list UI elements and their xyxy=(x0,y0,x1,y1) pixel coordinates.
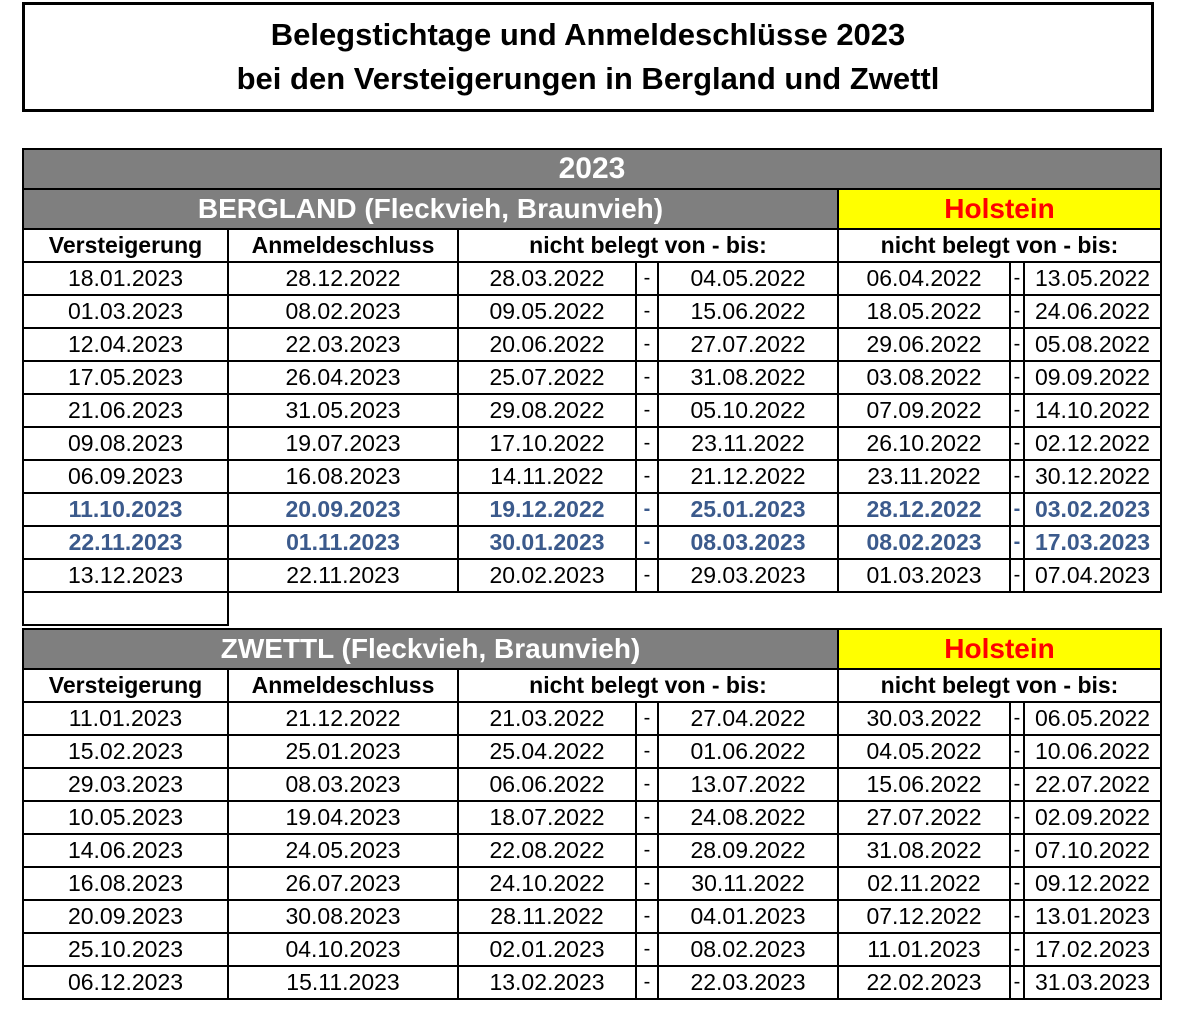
versteigerung-date: 10.05.2023 xyxy=(23,801,228,834)
fleckvieh-to-date: 30.11.2022 xyxy=(658,867,838,900)
table-row xyxy=(23,966,1161,999)
versteigerung-date: 14.06.2023 xyxy=(23,834,228,867)
holstein-from-date: 28.12.2022 xyxy=(838,493,1010,526)
anmeldeschluss-date: 04.10.2023 xyxy=(228,933,458,966)
table-row xyxy=(23,526,1161,559)
document-title-box xyxy=(22,2,1154,112)
holstein-to-date: 13.01.2023 xyxy=(1024,900,1161,933)
fleckvieh-to-date: 05.10.2022 xyxy=(658,394,838,427)
holstein-from-date: 03.08.2022 xyxy=(838,361,1010,394)
range-dash: - xyxy=(636,460,658,493)
table-row xyxy=(23,328,1161,361)
range-dash: - xyxy=(1010,900,1024,933)
versteigerung-date: 17.05.2023 xyxy=(23,361,228,394)
anmeldeschluss-date: 31.05.2023 xyxy=(228,394,458,427)
table-row xyxy=(23,702,1161,735)
holstein-to-date: 24.06.2022 xyxy=(1024,295,1161,328)
range-dash: - xyxy=(636,735,658,768)
fleckvieh-from-date: 18.07.2022 xyxy=(458,801,636,834)
range-dash: - xyxy=(1010,867,1024,900)
holstein-from-date: 26.10.2022 xyxy=(838,427,1010,460)
fleckvieh-from-date: 21.03.2022 xyxy=(458,702,636,735)
fleckvieh-to-date: 27.07.2022 xyxy=(658,328,838,361)
holstein-from-date: 01.03.2023 xyxy=(838,559,1010,592)
fleckvieh-to-date: 13.07.2022 xyxy=(658,768,838,801)
holstein-from-date: 31.08.2022 xyxy=(838,834,1010,867)
range-dash: - xyxy=(1010,394,1024,427)
range-dash: - xyxy=(1010,295,1024,328)
col-header-versteigerung: Versteigerung xyxy=(23,229,228,262)
fleckvieh-to-date: 01.06.2022 xyxy=(658,735,838,768)
holstein-from-date: 08.02.2023 xyxy=(838,526,1010,559)
range-dash: - xyxy=(636,328,658,361)
fleckvieh-to-date: 15.06.2022 xyxy=(658,295,838,328)
holstein-to-date: 30.12.2022 xyxy=(1024,460,1161,493)
fleckvieh-to-date: 23.11.2022 xyxy=(658,427,838,460)
range-dash: - xyxy=(1010,735,1024,768)
fleckvieh-from-date: 20.06.2022 xyxy=(458,328,636,361)
holstein-to-date: 09.12.2022 xyxy=(1024,867,1161,900)
range-dash: - xyxy=(636,768,658,801)
versteigerung-date: 20.09.2023 xyxy=(23,900,228,933)
bergland-column-header-row xyxy=(23,229,1161,262)
fleckvieh-to-date: 21.12.2022 xyxy=(658,460,838,493)
col-header-anmeldeschluss: Anmeldeschluss xyxy=(228,229,458,262)
versteigerung-date: 15.02.2023 xyxy=(23,735,228,768)
holstein-to-date: 06.05.2022 xyxy=(1024,702,1161,735)
table-row xyxy=(23,933,1161,966)
bergland-section-title: BERGLAND (Fleckvieh, Braunvieh) xyxy=(23,189,838,229)
versteigerung-date: 21.06.2023 xyxy=(23,394,228,427)
zwettl-holstein-label: Holstein xyxy=(838,629,1161,669)
bergland-section-row xyxy=(23,189,1161,229)
table-row xyxy=(23,735,1161,768)
range-dash: - xyxy=(636,526,658,559)
fleckvieh-from-date: 25.04.2022 xyxy=(458,735,636,768)
spacer-cell xyxy=(228,592,1161,625)
holstein-to-date: 17.02.2023 xyxy=(1024,933,1161,966)
anmeldeschluss-date: 30.08.2023 xyxy=(228,900,458,933)
fleckvieh-from-date: 17.10.2022 xyxy=(458,427,636,460)
range-dash: - xyxy=(636,801,658,834)
versteigerung-date: 25.10.2023 xyxy=(23,933,228,966)
table-row xyxy=(23,867,1161,900)
versteigerung-date: 09.08.2023 xyxy=(23,427,228,460)
spacer-row xyxy=(23,592,1161,625)
holstein-to-date: 05.08.2022 xyxy=(1024,328,1161,361)
versteigerung-date: 16.08.2023 xyxy=(23,867,228,900)
range-dash: - xyxy=(636,262,658,295)
holstein-to-date: 22.07.2022 xyxy=(1024,768,1161,801)
holstein-from-date: 29.06.2022 xyxy=(838,328,1010,361)
fleckvieh-from-date: 28.11.2022 xyxy=(458,900,636,933)
fleckvieh-to-date: 04.01.2023 xyxy=(658,900,838,933)
range-dash: - xyxy=(636,867,658,900)
holstein-to-date: 02.12.2022 xyxy=(1024,427,1161,460)
bergland-holstein-label: Holstein xyxy=(838,189,1161,229)
range-dash: - xyxy=(636,427,658,460)
holstein-to-date: 02.09.2022 xyxy=(1024,801,1161,834)
document-title-line2: bei den Versteigerungen in Bergland und Zwettl xyxy=(236,61,940,96)
range-dash: - xyxy=(1010,559,1024,592)
anmeldeschluss-date: 08.03.2023 xyxy=(228,768,458,801)
fleckvieh-from-date: 13.02.2023 xyxy=(458,966,636,999)
fleckvieh-to-date: 22.03.2023 xyxy=(658,966,838,999)
range-dash: - xyxy=(1010,768,1024,801)
range-dash: - xyxy=(1010,834,1024,867)
versteigerung-date: 22.11.2023 xyxy=(23,526,228,559)
holstein-to-date: 07.10.2022 xyxy=(1024,834,1161,867)
table-row xyxy=(23,493,1161,526)
anmeldeschluss-date: 19.04.2023 xyxy=(228,801,458,834)
spacer-cell xyxy=(23,592,228,625)
fleckvieh-to-date: 25.01.2023 xyxy=(658,493,838,526)
fleckvieh-from-date: 28.03.2022 xyxy=(458,262,636,295)
holstein-from-date: 27.07.2022 xyxy=(838,801,1010,834)
holstein-to-date: 17.03.2023 xyxy=(1024,526,1161,559)
holstein-from-date: 18.05.2022 xyxy=(838,295,1010,328)
zwettl-table xyxy=(22,628,1162,1000)
table-row xyxy=(23,262,1161,295)
fleckvieh-from-date: 25.07.2022 xyxy=(458,361,636,394)
holstein-from-date: 22.02.2023 xyxy=(838,966,1010,999)
anmeldeschluss-date: 19.07.2023 xyxy=(228,427,458,460)
anmeldeschluss-date: 01.11.2023 xyxy=(228,526,458,559)
fleckvieh-from-date: 02.01.2023 xyxy=(458,933,636,966)
versteigerung-date: 11.01.2023 xyxy=(23,702,228,735)
anmeldeschluss-date: 16.08.2023 xyxy=(228,460,458,493)
fleckvieh-from-date: 06.06.2022 xyxy=(458,768,636,801)
col-header-anmeldeschluss: Anmeldeschluss xyxy=(228,669,458,702)
versteigerung-date: 12.04.2023 xyxy=(23,328,228,361)
holstein-to-date: 03.02.2023 xyxy=(1024,493,1161,526)
range-dash: - xyxy=(1010,493,1024,526)
fleckvieh-from-date: 19.12.2022 xyxy=(458,493,636,526)
table-row xyxy=(23,559,1161,592)
anmeldeschluss-date: 15.11.2023 xyxy=(228,966,458,999)
holstein-from-date: 04.05.2022 xyxy=(838,735,1010,768)
table-row xyxy=(23,361,1161,394)
range-dash: - xyxy=(636,559,658,592)
range-dash: - xyxy=(1010,262,1024,295)
holstein-to-date: 07.04.2023 xyxy=(1024,559,1161,592)
fleckvieh-to-date: 27.04.2022 xyxy=(658,702,838,735)
holstein-from-date: 15.06.2022 xyxy=(838,768,1010,801)
fleckvieh-from-date: 30.01.2023 xyxy=(458,526,636,559)
fleckvieh-from-date: 14.11.2022 xyxy=(458,460,636,493)
range-dash: - xyxy=(636,295,658,328)
range-dash: - xyxy=(1010,933,1024,966)
table-row xyxy=(23,900,1161,933)
zwettl-section-row xyxy=(23,629,1161,669)
fleckvieh-to-date: 24.08.2022 xyxy=(658,801,838,834)
table-row xyxy=(23,460,1161,493)
holstein-from-date: 07.09.2022 xyxy=(838,394,1010,427)
anmeldeschluss-date: 08.02.2023 xyxy=(228,295,458,328)
anmeldeschluss-date: 26.04.2023 xyxy=(228,361,458,394)
table-row xyxy=(23,801,1161,834)
range-dash: - xyxy=(1010,702,1024,735)
range-dash: - xyxy=(1010,460,1024,493)
versteigerung-date: 01.03.2023 xyxy=(23,295,228,328)
range-dash: - xyxy=(636,394,658,427)
range-dash: - xyxy=(636,702,658,735)
fleckvieh-from-date: 29.08.2022 xyxy=(458,394,636,427)
holstein-from-date: 11.01.2023 xyxy=(838,933,1010,966)
versteigerung-date: 29.03.2023 xyxy=(23,768,228,801)
table-row xyxy=(23,427,1161,460)
holstein-to-date: 31.03.2023 xyxy=(1024,966,1161,999)
versteigerung-date: 13.12.2023 xyxy=(23,559,228,592)
fleckvieh-to-date: 08.03.2023 xyxy=(658,526,838,559)
anmeldeschluss-date: 22.03.2023 xyxy=(228,328,458,361)
anmeldeschluss-date: 21.12.2022 xyxy=(228,702,458,735)
fleckvieh-to-date: 28.09.2022 xyxy=(658,834,838,867)
holstein-from-date: 23.11.2022 xyxy=(838,460,1010,493)
range-dash: - xyxy=(1010,427,1024,460)
versteigerung-date: 06.12.2023 xyxy=(23,966,228,999)
anmeldeschluss-date: 24.05.2023 xyxy=(228,834,458,867)
versteigerung-date: 06.09.2023 xyxy=(23,460,228,493)
versteigerung-date: 18.01.2023 xyxy=(23,262,228,295)
table-row xyxy=(23,295,1161,328)
col-header-versteigerung: Versteigerung xyxy=(23,669,228,702)
holstein-to-date: 14.10.2022 xyxy=(1024,394,1161,427)
zwettl-column-header-row xyxy=(23,669,1161,702)
holstein-from-date: 06.04.2022 xyxy=(838,262,1010,295)
range-dash: - xyxy=(636,361,658,394)
document-title-line1: Belegstichtage und Anmeldeschlüsse 2023 xyxy=(270,17,906,52)
col-header-nicht-belegt: nicht belegt von - bis: xyxy=(458,229,838,262)
versteigerung-date: 11.10.2023 xyxy=(23,493,228,526)
holstein-from-date: 07.12.2022 xyxy=(838,900,1010,933)
holstein-to-date: 13.05.2022 xyxy=(1024,262,1161,295)
range-dash: - xyxy=(636,493,658,526)
holstein-to-date: 09.09.2022 xyxy=(1024,361,1161,394)
holstein-from-date: 02.11.2022 xyxy=(838,867,1010,900)
anmeldeschluss-date: 28.12.2022 xyxy=(228,262,458,295)
range-dash: - xyxy=(636,966,658,999)
anmeldeschluss-date: 20.09.2023 xyxy=(228,493,458,526)
range-dash: - xyxy=(636,900,658,933)
holstein-to-date: 10.06.2022 xyxy=(1024,735,1161,768)
fleckvieh-to-date: 08.02.2023 xyxy=(658,933,838,966)
fleckvieh-from-date: 24.10.2022 xyxy=(458,867,636,900)
col-header-holstein-nicht-belegt: nicht belegt von - bis: xyxy=(838,669,1161,702)
range-dash: - xyxy=(1010,526,1024,559)
fleckvieh-from-date: 09.05.2022 xyxy=(458,295,636,328)
year-header-row xyxy=(23,149,1161,189)
bergland-table xyxy=(22,148,1162,626)
range-dash: - xyxy=(636,933,658,966)
fleckvieh-from-date: 22.08.2022 xyxy=(458,834,636,867)
table-row xyxy=(23,834,1161,867)
fleckvieh-from-date: 20.02.2023 xyxy=(458,559,636,592)
range-dash: - xyxy=(636,834,658,867)
anmeldeschluss-date: 25.01.2023 xyxy=(228,735,458,768)
col-header-holstein-nicht-belegt: nicht belegt von - bis: xyxy=(838,229,1161,262)
range-dash: - xyxy=(1010,361,1024,394)
table-row xyxy=(23,768,1161,801)
range-dash: - xyxy=(1010,966,1024,999)
anmeldeschluss-date: 26.07.2023 xyxy=(228,867,458,900)
zwettl-section-title: ZWETTL (Fleckvieh, Braunvieh) xyxy=(23,629,838,669)
col-header-nicht-belegt: nicht belegt von - bis: xyxy=(458,669,838,702)
range-dash: - xyxy=(1010,801,1024,834)
range-dash: - xyxy=(1010,328,1024,361)
fleckvieh-to-date: 04.05.2022 xyxy=(658,262,838,295)
anmeldeschluss-date: 22.11.2023 xyxy=(228,559,458,592)
holstein-from-date: 30.03.2022 xyxy=(838,702,1010,735)
fleckvieh-to-date: 29.03.2023 xyxy=(658,559,838,592)
year-label: 2023 xyxy=(23,149,1161,189)
table-row xyxy=(23,394,1161,427)
fleckvieh-to-date: 31.08.2022 xyxy=(658,361,838,394)
